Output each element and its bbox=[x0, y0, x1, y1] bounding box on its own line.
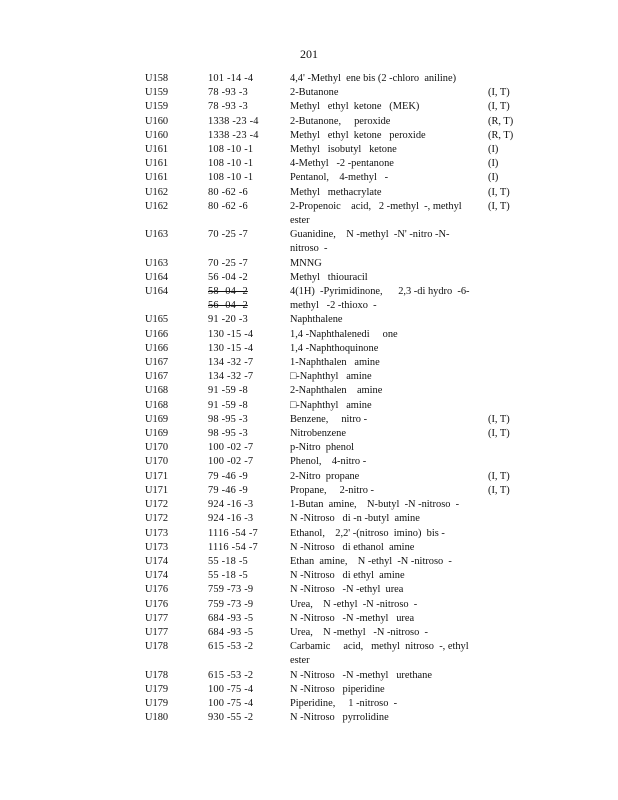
waste-code: U177 bbox=[145, 626, 169, 638]
hazard-code bbox=[488, 285, 528, 313]
cas-number bbox=[208, 171, 290, 185]
table-row bbox=[145, 257, 525, 271]
cas-number-line: 100 -02 -7 bbox=[208, 442, 254, 454]
cas-number-line: 759 -73 -9 bbox=[208, 584, 254, 596]
hazard-code bbox=[488, 455, 528, 469]
chemical-name: 4-Methyl -2 -pentanone bbox=[290, 158, 394, 170]
table-row bbox=[145, 470, 525, 484]
chemical-name: 1-Naphthalen amine bbox=[290, 357, 380, 369]
cas-number-line: 100 -75 -4 bbox=[208, 697, 254, 709]
hazard-code bbox=[488, 569, 528, 583]
chemical-name: Methyl isobutyl ketone bbox=[290, 144, 397, 156]
table-row bbox=[145, 598, 525, 612]
cas-number-line: 55 -18 -5 bbox=[208, 555, 248, 567]
hazard-code: (I) bbox=[488, 158, 499, 170]
hazard-code bbox=[488, 342, 528, 356]
waste-code: U168 bbox=[145, 385, 169, 397]
cas-number-line: 91 -59 -8 bbox=[208, 399, 248, 411]
cas-number-line: 684 -93 -5 bbox=[208, 626, 254, 638]
hazard-code bbox=[488, 612, 528, 626]
table-row bbox=[145, 313, 525, 327]
cas-number bbox=[208, 200, 290, 228]
table-row bbox=[145, 200, 525, 228]
cas-number-line: 930 -55 -2 bbox=[208, 712, 254, 724]
table-row bbox=[145, 512, 525, 526]
cas-number bbox=[208, 257, 290, 271]
cas-number bbox=[208, 555, 290, 569]
cas-number bbox=[208, 413, 290, 427]
cas-number-line: 615 -53 -2 bbox=[208, 641, 254, 653]
chemical-name: Nitrobenzene bbox=[290, 428, 346, 440]
waste-code: U163 bbox=[145, 257, 169, 269]
cas-number bbox=[208, 370, 290, 384]
waste-code: U164 bbox=[145, 286, 169, 298]
table-row bbox=[145, 541, 525, 555]
chemical-name: Methyl ethyl ketone (MEK) bbox=[290, 101, 420, 113]
table-row bbox=[145, 143, 525, 157]
chemical-name: MNNG bbox=[290, 257, 322, 269]
table-row bbox=[145, 328, 525, 342]
cas-number-line: 58 -04 -2 bbox=[208, 286, 248, 298]
cas-number-line: 134 -32 -7 bbox=[208, 357, 254, 369]
table-row bbox=[145, 384, 525, 398]
hazard-code: (I, T) bbox=[488, 87, 510, 99]
cas-number bbox=[208, 129, 290, 143]
cas-number bbox=[208, 470, 290, 484]
hazard-code bbox=[488, 72, 528, 86]
cas-number-line: 79 -46 -9 bbox=[208, 484, 248, 496]
chemical-name: N -Nitroso di ethanol amine bbox=[290, 541, 415, 553]
cas-number-line: 924 -16 -3 bbox=[208, 513, 254, 525]
hazard-code bbox=[488, 399, 528, 413]
cas-number bbox=[208, 626, 290, 640]
chemical-name: 2-Nitro propane bbox=[290, 470, 360, 482]
chemical-name: Phenol, 4-nitro - bbox=[290, 456, 367, 468]
cas-number bbox=[208, 157, 290, 171]
cas-number bbox=[208, 569, 290, 583]
cas-number bbox=[208, 484, 290, 498]
cas-number bbox=[208, 313, 290, 327]
cas-number-line: 80 -62 -6 bbox=[208, 200, 248, 212]
chemical-name: Urea, N -ethyl -N -nitroso - bbox=[290, 598, 418, 610]
hazard-code: (I, T) bbox=[488, 470, 510, 482]
table-row bbox=[145, 129, 525, 143]
table-row bbox=[145, 555, 525, 569]
table-row bbox=[145, 370, 525, 384]
waste-code: U171 bbox=[145, 484, 169, 496]
waste-code: U170 bbox=[145, 442, 169, 454]
waste-code: U166 bbox=[145, 328, 169, 340]
cas-number-line: 108 -10 -1 bbox=[208, 158, 254, 170]
cas-number bbox=[208, 356, 290, 370]
cas-number bbox=[208, 612, 290, 626]
cas-number-line: 79 -46 -9 bbox=[208, 470, 248, 482]
table-row bbox=[145, 115, 525, 129]
cas-number bbox=[208, 399, 290, 413]
hazard-code: (I, T) bbox=[488, 101, 510, 113]
chemical-name: 2-Butanone, peroxide bbox=[290, 115, 391, 127]
table-row bbox=[145, 399, 525, 413]
hazard-code bbox=[488, 313, 528, 327]
waste-code: U160 bbox=[145, 129, 169, 141]
table-row bbox=[145, 186, 525, 200]
cas-number bbox=[208, 697, 290, 711]
waste-code: U178 bbox=[145, 669, 169, 681]
waste-code: U176 bbox=[145, 598, 169, 610]
cas-number-line: 91 -59 -8 bbox=[208, 385, 248, 397]
waste-code: U173 bbox=[145, 527, 169, 539]
chemical-name: 2-Butanone bbox=[290, 87, 339, 99]
hazard-code: (I) bbox=[488, 144, 499, 156]
table-row bbox=[145, 612, 525, 626]
cas-number bbox=[208, 186, 290, 200]
chemical-name: N -Nitroso pyrrolidine bbox=[290, 712, 389, 724]
cas-number-line: 55 -18 -5 bbox=[208, 570, 248, 582]
table-row bbox=[145, 569, 525, 583]
cas-number-line: 130 -15 -4 bbox=[208, 328, 254, 340]
cas-number-line: 98 -95 -3 bbox=[208, 428, 248, 440]
table-row bbox=[145, 455, 525, 469]
hazard-code: (I) bbox=[488, 172, 499, 184]
chemical-name: Pentanol, 4-methyl - bbox=[290, 172, 389, 184]
waste-code: U172 bbox=[145, 499, 169, 511]
table-row bbox=[145, 157, 525, 171]
chemical-name: Methyl thiouracil bbox=[290, 271, 368, 283]
chemical-name: □-Naphthyl amine bbox=[290, 371, 372, 383]
cas-number-line: 684 -93 -5 bbox=[208, 612, 254, 624]
hazard-code bbox=[488, 498, 528, 512]
cas-number-line: 78 -93 -3 bbox=[208, 101, 248, 113]
chemical-name: Methyl methacrylate bbox=[290, 186, 382, 198]
chemical-name: N -Nitroso -N -methyl urethane bbox=[290, 669, 432, 681]
cas-number-line: 70 -25 -7 bbox=[208, 257, 248, 269]
waste-code: U163 bbox=[145, 229, 169, 241]
cas-number bbox=[208, 583, 290, 597]
cas-number bbox=[208, 72, 290, 86]
table-row bbox=[145, 171, 525, 185]
waste-code: U165 bbox=[145, 314, 169, 326]
cas-number-line: 759 -73 -9 bbox=[208, 598, 254, 610]
cas-number bbox=[208, 598, 290, 612]
chemical-name: 2-Propenoic acid, 2 -methyl -, methyl ester bbox=[290, 200, 462, 227]
table-row bbox=[145, 72, 525, 86]
chemical-name: Carbamic acid, methyl nitroso -, ethyl ester bbox=[290, 641, 469, 667]
cas-number-line: 101 -14 -4 bbox=[208, 73, 254, 84]
waste-code: U177 bbox=[145, 612, 169, 624]
hazard-code: (R, T) bbox=[488, 115, 514, 127]
table-row bbox=[145, 413, 525, 427]
table-row bbox=[145, 683, 525, 697]
cas-number-line: 70 -25 -7 bbox=[208, 229, 248, 241]
waste-code-table bbox=[145, 72, 525, 725]
chemical-name: N -Nitroso di ethyl amine bbox=[290, 570, 405, 582]
cas-number-line: 100 -75 -4 bbox=[208, 683, 254, 695]
table-row bbox=[145, 697, 525, 711]
waste-code: U170 bbox=[145, 456, 169, 468]
chemical-name: Urea, N -methyl -N -nitroso - bbox=[290, 626, 428, 638]
waste-code: U166 bbox=[145, 342, 169, 354]
hazard-code bbox=[488, 527, 528, 541]
chemical-name: Ethan amine, N -ethyl -N -nitroso - bbox=[290, 555, 452, 567]
waste-code: U169 bbox=[145, 413, 169, 425]
cas-number-line: 615 -53 -2 bbox=[208, 669, 254, 681]
cas-number-line: 1116 -54 -7 bbox=[208, 541, 258, 553]
cas-number bbox=[208, 669, 290, 683]
hazard-code bbox=[488, 711, 528, 725]
waste-code: U179 bbox=[145, 697, 169, 709]
hazard-code bbox=[488, 384, 528, 398]
hazard-code bbox=[488, 257, 528, 271]
waste-code: U174 bbox=[145, 570, 169, 582]
chemical-name: 4(1H) -Pyrimidinone, 2,3 -di hydro -6- methyl -2 -thioxo - bbox=[290, 286, 470, 312]
cas-number bbox=[208, 271, 290, 285]
table-row bbox=[145, 711, 525, 725]
chemical-name: N -Nitroso di -n -butyl amine bbox=[290, 513, 420, 525]
cas-number bbox=[208, 455, 290, 469]
chemical-name: Ethanol, 2,2' -(nitroso imino) bis - bbox=[290, 527, 445, 539]
chemical-name: N -Nitroso -N -methyl urea bbox=[290, 612, 415, 624]
waste-code: U173 bbox=[145, 541, 169, 553]
table-row bbox=[145, 285, 525, 313]
waste-code: U179 bbox=[145, 683, 169, 695]
hazard-code bbox=[488, 583, 528, 597]
hazard-code bbox=[488, 370, 528, 384]
waste-code: U164 bbox=[145, 271, 169, 283]
chemical-name: Piperidine, 1 -nitroso - bbox=[290, 697, 398, 709]
waste-code: U160 bbox=[145, 115, 169, 127]
cas-number-line: 56 -04 -2 bbox=[208, 300, 248, 312]
hazard-code bbox=[488, 697, 528, 711]
waste-code: U168 bbox=[145, 399, 169, 411]
waste-code: U180 bbox=[145, 712, 169, 724]
table-row bbox=[145, 427, 525, 441]
cas-number bbox=[208, 527, 290, 541]
hazard-code bbox=[488, 555, 528, 569]
chemical-name: 4,4' -Methyl ene bis (2 -chloro aniline) bbox=[290, 73, 457, 84]
table-row bbox=[145, 100, 525, 114]
hazard-code bbox=[488, 541, 528, 555]
hazard-code bbox=[488, 228, 528, 256]
cas-number bbox=[208, 441, 290, 455]
table-row bbox=[145, 527, 525, 541]
chemical-name: □-Naphthyl amine bbox=[290, 399, 372, 411]
hazard-code: (I, T) bbox=[488, 484, 510, 496]
cas-number-line: 108 -10 -1 bbox=[208, 144, 254, 156]
cas-number-line: 108 -10 -1 bbox=[208, 172, 254, 184]
cas-number bbox=[208, 711, 290, 725]
cas-number bbox=[208, 427, 290, 441]
table-row bbox=[145, 86, 525, 100]
waste-code: U158 bbox=[145, 73, 169, 84]
cas-number-line: 1338 -23 -4 bbox=[208, 115, 259, 127]
waste-code: U171 bbox=[145, 470, 169, 482]
cas-number bbox=[208, 143, 290, 157]
hazard-code: (I, T) bbox=[488, 186, 510, 198]
hazard-code: (I, T) bbox=[488, 413, 510, 425]
cas-number-line: 98 -95 -3 bbox=[208, 413, 248, 425]
table-row bbox=[145, 342, 525, 356]
waste-code: U167 bbox=[145, 371, 169, 383]
waste-code: U176 bbox=[145, 584, 169, 596]
hazard-code bbox=[488, 640, 528, 668]
table-row bbox=[145, 271, 525, 285]
hazard-code bbox=[488, 683, 528, 697]
cas-number bbox=[208, 115, 290, 129]
waste-code: U167 bbox=[145, 357, 169, 369]
table-row bbox=[145, 356, 525, 370]
chemical-name: Benzene, nitro - bbox=[290, 413, 368, 425]
chemical-name: p-Nitro phenol bbox=[290, 442, 355, 454]
table-row bbox=[145, 583, 525, 597]
hazard-code bbox=[488, 441, 528, 455]
waste-code: U159 bbox=[145, 87, 169, 99]
chemical-name: 1,4 -Naphthoquinone bbox=[290, 342, 379, 354]
waste-code: U161 bbox=[145, 144, 169, 156]
hazard-code: (R, T) bbox=[488, 129, 514, 141]
cas-number bbox=[208, 342, 290, 356]
hazard-code bbox=[488, 512, 528, 526]
cas-number bbox=[208, 100, 290, 114]
cas-number-line: 1338 -23 -4 bbox=[208, 129, 259, 141]
cas-number-line: 134 -32 -7 bbox=[208, 371, 254, 383]
table-row bbox=[145, 669, 525, 683]
hazard-code bbox=[488, 271, 528, 285]
hazard-code: (I, T) bbox=[488, 428, 510, 440]
cas-number bbox=[208, 640, 290, 668]
waste-code: U162 bbox=[145, 186, 169, 198]
cas-number-line: 924 -16 -3 bbox=[208, 499, 254, 511]
waste-code: U161 bbox=[145, 172, 169, 184]
table-row bbox=[145, 441, 525, 455]
cas-number-line: 80 -62 -6 bbox=[208, 186, 248, 198]
cas-number bbox=[208, 228, 290, 256]
table-row bbox=[145, 498, 525, 512]
waste-code: U178 bbox=[145, 641, 169, 653]
chemical-name: 2-Naphthalen amine bbox=[290, 385, 383, 397]
cas-number-line: 56 -04 -2 bbox=[208, 271, 248, 283]
page-number: 201 bbox=[300, 47, 318, 61]
table-row bbox=[145, 484, 525, 498]
chemical-name: N -Nitroso -N -ethyl urea bbox=[290, 584, 404, 596]
chemical-name: Propane, 2-nitro - bbox=[290, 484, 374, 496]
table-row bbox=[145, 626, 525, 640]
hazard-code: (I, T) bbox=[488, 200, 510, 212]
table-row bbox=[145, 640, 525, 668]
cas-number-line: 1116 -54 -7 bbox=[208, 527, 258, 539]
cas-number bbox=[208, 683, 290, 697]
cas-number bbox=[208, 541, 290, 555]
chemical-name: Naphthalene bbox=[290, 314, 343, 326]
chemical-name: 1-Butan amine, N-butyl -N -nitroso - bbox=[290, 499, 460, 511]
waste-code: U172 bbox=[145, 513, 169, 525]
chemical-name: N -Nitroso piperidine bbox=[290, 683, 385, 695]
waste-code: U174 bbox=[145, 555, 169, 567]
waste-code: U169 bbox=[145, 428, 169, 440]
waste-code: U159 bbox=[145, 101, 169, 113]
waste-code: U162 bbox=[145, 200, 169, 212]
cas-number bbox=[208, 384, 290, 398]
cas-number bbox=[208, 512, 290, 526]
chemical-name: Methyl ethyl ketone peroxide bbox=[290, 129, 426, 141]
hazard-code bbox=[488, 598, 528, 612]
cas-number bbox=[208, 498, 290, 512]
hazard-code bbox=[488, 626, 528, 640]
waste-code: U161 bbox=[145, 158, 169, 170]
cas-number bbox=[208, 328, 290, 342]
chemical-name: Guanidine, N -methyl -N' -nitro -N- nitroso - bbox=[290, 229, 450, 255]
chemical-name: 1,4 -Naphthalenedi one bbox=[290, 328, 398, 340]
table-row bbox=[145, 228, 525, 256]
cas-number-line: 130 -15 -4 bbox=[208, 342, 254, 354]
cas-number-line: 100 -02 -7 bbox=[208, 456, 254, 468]
cas-number-line: 91 -20 -3 bbox=[208, 314, 248, 326]
hazard-code bbox=[488, 328, 528, 342]
cas-number-line: 78 -93 -3 bbox=[208, 87, 248, 99]
cas-number bbox=[208, 86, 290, 100]
cas-number bbox=[208, 285, 290, 313]
hazard-code bbox=[488, 669, 528, 683]
hazard-code bbox=[488, 356, 528, 370]
